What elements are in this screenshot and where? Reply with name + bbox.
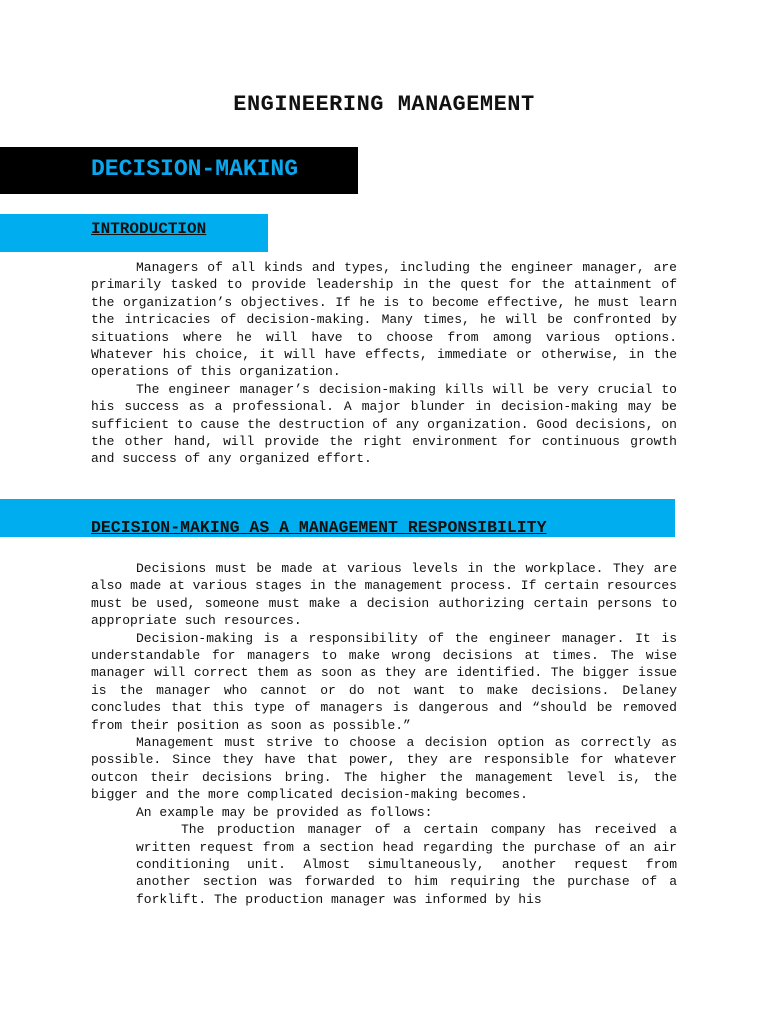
responsibility-paragraph-3: Management must strive to choose a decision option as correctly as possible. Since they have that power, they are responsible for whatever outcon their decisions bring. The higher the management level is, the bigger and the more complicated decision-making becomes. <box>91 735 677 803</box>
responsibility-paragraph-2: Decision-making is a responsibility of the engineer manager. It is understandable for managers to make wrong decisions at times. The wise manager will correct them as soon as they are identified. The bigger issue is the manager who cannot or do not want to make decisions. Delaney concludes that this type of managers is dangerous and “should be removed from their position as soon as possible.” <box>91 630 677 733</box>
responsibility-heading: DECISION-MAKING AS A MANAGEMENT RESPONSIBILITY <box>91 518 547 537</box>
example-quote: The production manager of a certain company has received a written request from a section head regarding the purchase of an air conditioning unit. Almost simultaneously, another request from another section was forwarded to him requiring the purchase of a forklift. The production manager was informed by his <box>136 822 677 907</box>
introduction-heading: INTRODUCTION <box>91 220 207 238</box>
section-title: DECISION-MAKING <box>91 156 299 182</box>
responsibility-paragraph-1: Decisions must be made at various levels in the workplace. They are also made at various stages in the management process. If certain resources must be used, someone must make a decision authorizing certain persons to appropriate such resources. <box>91 561 677 629</box>
introduction-heading-bar <box>0 214 268 252</box>
responsibility-heading-bar <box>0 499 675 537</box>
intro-paragraph-2: The engineer manager’s decision-making kills will be very crucial to his success as a professional. A major blunder in decision-making may be sufficient to cause the destruction of any organization. Good decisions, on the other hand, will provide the right environment for continuous growth and success of any organized effort. <box>91 381 677 467</box>
document-title: ENGINEERING MANAGEMENT <box>233 92 535 117</box>
section-title-banner <box>0 147 358 194</box>
responsibility-paragraph-4: An example may be provided as follows: <box>136 804 433 820</box>
intro-paragraph-1: Managers of all kinds and types, including the engineer manager, are primarily tasked to provide leadership in the quest for the attainment of the organization’s objectives. If he is to become effective, he must learn the intricacies of decision-making. Many times, he will be confronted by situations where he will have to choose from among various options. Whatever his choice, it will have effects, immediate or otherwise, in the operations of this organization. <box>91 260 677 380</box>
responsibility-body <box>91 560 677 908</box>
introduction-body <box>91 259 677 468</box>
